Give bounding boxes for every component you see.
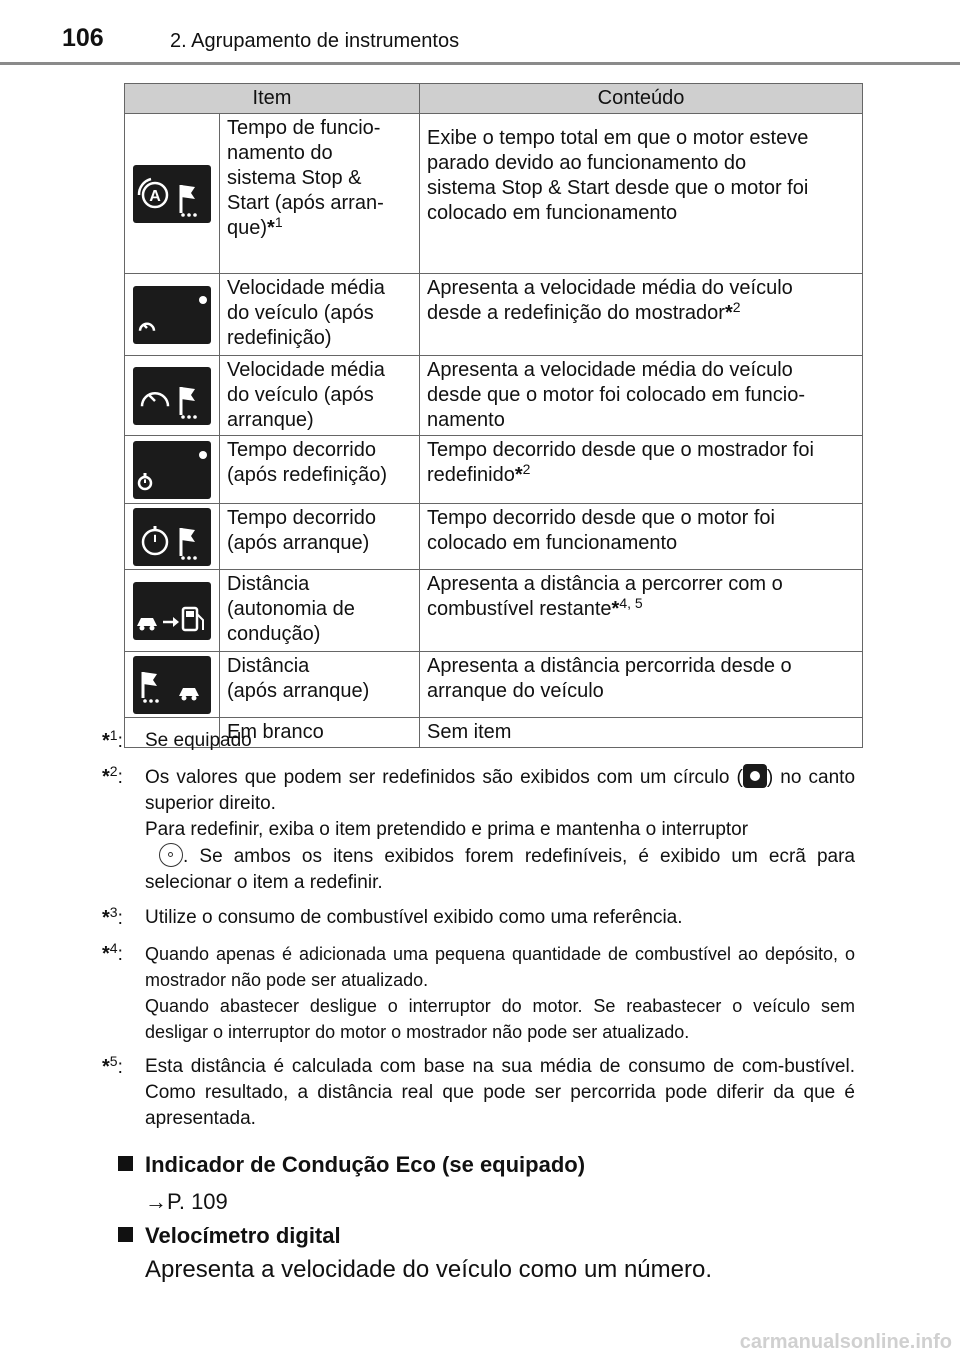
section-eco-indicator: Indicador de Condução Eco (se equipado) xyxy=(118,1152,585,1178)
item-content: Tempo decorrido desde que o motor foi colocado em funcionamento xyxy=(420,504,863,570)
footnote-4: *$^4$: Quando apenas é adicionada uma pequena quantidade de combustível ao depósito, o mostrador não pode ser atualizado. Quando abastecer desligue o interruptor do motor. Se reabastecer o veículo sem desligar o interruptor do motor o mostrador não pode ser atualizado. xyxy=(102,941,855,1045)
item-name: Velocidade média do veículo (após redefinição) xyxy=(220,274,420,356)
square-bullet-icon xyxy=(118,1227,133,1242)
table-row xyxy=(125,652,863,718)
reset-circle-icon xyxy=(743,764,767,788)
speedometer-reset-icon xyxy=(133,286,211,344)
item-name: Distância (autonomia de condução) xyxy=(220,570,420,652)
item-content: Apresenta a velocidade média do veículo desde que o motor foi colocado em funcio- namento xyxy=(420,356,863,436)
header-rule xyxy=(0,62,960,65)
footnote-text: Quando apenas é adicionada uma pequena quantidade de combustível ao depósito, o mostrador não pode ser atualizado. xyxy=(145,944,855,990)
meter-switch-icon xyxy=(159,843,183,867)
speedometer-start-icon xyxy=(133,367,211,425)
section-digital-speedometer: Velocímetro digital xyxy=(118,1223,341,1249)
item-content: Apresenta a distância a percorrer com o combustível restante*$^{4, 5}$ xyxy=(420,570,863,652)
footnote-text: Se equipado xyxy=(145,730,252,751)
footnote-5: *$^5$: Esta distância é calculada com base na sua média de consumo de com-bustível. Como resultado, a distância real que pode ser percorrida pode diferir da que é apresentada. xyxy=(102,1054,855,1132)
footnote-text: Esta distância é calculada com base na sua média de consumo de com-bustível. Como resultado, a distância real que pode ser percorrida pode diferir da que é apresentada. xyxy=(145,1056,855,1129)
stopwatch-start-icon xyxy=(133,508,211,566)
footnote-text: Quando abastecer desligue o interruptor do motor. Se reabastecer o veículo sem desligar o interruptor do motor o mostrador não pode ser atualizado. xyxy=(145,996,855,1042)
table-row xyxy=(125,570,863,652)
table-row xyxy=(125,114,863,274)
page-number: 106 xyxy=(62,24,104,52)
item-name: Tempo decorrido (após arranque) xyxy=(220,504,420,570)
item-content: Sem item xyxy=(420,718,863,748)
section-description: Apresenta a velocidade do veículo como um número. xyxy=(145,1256,712,1283)
stop-start-icon xyxy=(133,165,211,223)
watermark: carmanualsonline.info xyxy=(739,1331,952,1353)
item-name: Tempo decorrido (após redefinição) xyxy=(220,436,420,504)
svg-text:A: A xyxy=(149,187,161,205)
item-content: Exibe o tempo total em que o motor esteve parado devido ao funcionamento do sistema Stop & Start desde que o motor foi colocado em funcionamento xyxy=(420,114,863,274)
table-row xyxy=(125,356,863,436)
item-name: Em branco xyxy=(220,718,420,748)
items-table xyxy=(124,83,863,748)
item-name: Distância (após arranque) xyxy=(220,652,420,718)
page-header xyxy=(0,0,960,66)
footnote-text: Utilize o consumo de combustível exibido como uma referência. xyxy=(145,907,683,928)
item-content: Apresenta a distância percorrida desde o arranque do veículo xyxy=(420,652,863,718)
item-content: Tempo decorrido desde que o mostrador foi redefinido*$^2$ xyxy=(420,436,863,504)
square-bullet-icon xyxy=(118,1156,133,1171)
item-name: Velocidade média do veículo (após arranque) xyxy=(220,356,420,436)
column-header-item: Item xyxy=(125,84,420,114)
footnote-2: *$^2$: Os valores que podem ser redefinidos são exibidos com um círculo ( ) no canto superior direito. Para redefinir, exiba o item pretendido e prima e mantenha o interruptor . Se ambos os itens exibidos forem redefiníveis, é exibido um ecrã para selecionar o item a redefinir. xyxy=(102,763,856,893)
column-header-content: Conteúdo xyxy=(420,84,863,114)
item-name: Tempo de funcio- namento do sistema Stop & Start (após arran- que)*$^1$ xyxy=(220,114,420,274)
table-row xyxy=(125,504,863,570)
page-reference[interactable]: →P. 109 xyxy=(145,1189,228,1214)
table-row xyxy=(125,436,863,504)
footnote-3: *$^3$: Utilize o consumo de combustível exibido como uma referência. xyxy=(102,905,855,932)
footnote-1: *$^1$: Se equipado xyxy=(102,728,855,755)
table-row xyxy=(125,274,863,356)
stopwatch-reset-icon xyxy=(133,441,211,499)
footnotes xyxy=(102,728,855,1141)
range-fuel-icon xyxy=(133,582,211,640)
item-content: Apresenta a velocidade média do veículo desde a redefinição do mostrador*$^2$ xyxy=(420,274,863,356)
distance-start-icon xyxy=(133,656,211,714)
table-header-row xyxy=(125,84,863,114)
chapter-title: 2. Agrupamento de instrumentos xyxy=(170,30,460,52)
